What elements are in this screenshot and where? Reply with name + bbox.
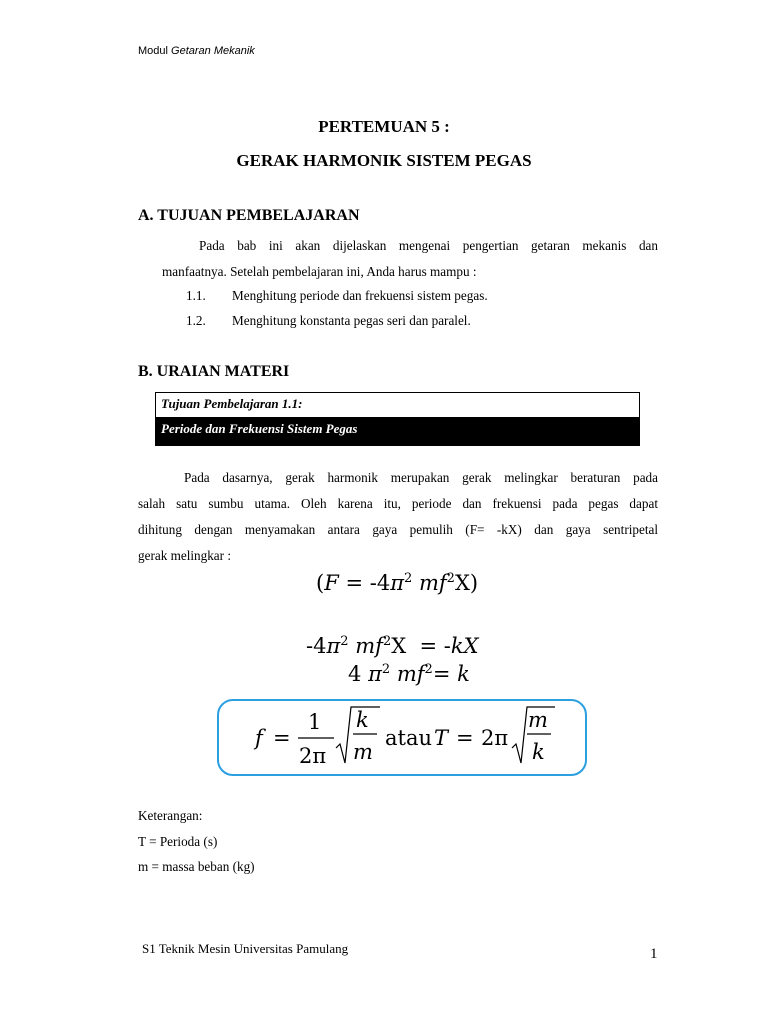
eq1-mf: mf — [418, 571, 447, 595]
eq2-kx: kX — [450, 634, 479, 658]
body-line-3: dihitung dengan menyamakan antara gaya pemulih (F= -kX) dan gaya sentripetal — [138, 522, 658, 537]
eq3-k: k — [457, 662, 470, 686]
section-a-heading: A. TUJUAN PEMBELAJARAN — [138, 207, 360, 224]
running-header — [138, 45, 255, 57]
objective-text: Menghitung konstanta pegas seri dan paralel. — [232, 313, 471, 328]
intro-line-1: Pada bab ini akan dijelaskan mengenai pengertian getaran mekanis dan — [199, 238, 658, 253]
footer-institution: S1 Teknik Mesin Universitas Pamulang — [142, 941, 349, 956]
formula-equals: = — [273, 726, 291, 750]
formula-k-denominator: k — [532, 740, 545, 764]
eq1-force-symbol: F — [324, 571, 339, 595]
page-number: 1 — [650, 946, 658, 962]
eq3-pi-exponent: 2 — [381, 662, 391, 677]
eq2-coefficient: -4 — [306, 634, 327, 658]
header-module-label: Modul — [138, 45, 168, 57]
section-b-heading: B. URAIAN MATERI — [138, 363, 290, 380]
body-line-4: gerak melingkar : — [138, 548, 232, 563]
formula-atau: atau — [385, 726, 433, 750]
objective-item — [186, 313, 646, 331]
chapter-number: PERTEMUAN 5 : — [318, 117, 450, 136]
eq1-coefficient: = -4 — [338, 571, 391, 595]
eq2-mf: mf — [355, 634, 383, 658]
objective-number: 1.2. — [186, 313, 206, 328]
eq3-mf: mf — [396, 662, 425, 686]
equation-balance — [306, 634, 479, 658]
eq1-f-exponent: 2 — [446, 571, 455, 586]
keterangan-label: Keterangan: — [138, 808, 203, 823]
eq2-pi: π — [326, 634, 341, 658]
eq1-pi-exponent: 2 — [404, 571, 413, 586]
eq2-pi-exponent: 2 — [340, 634, 349, 649]
formula-T: T — [434, 726, 449, 750]
formula-m-denominator: m — [353, 740, 373, 764]
formula-m-numerator: m — [528, 708, 548, 732]
formula-k-numerator: k — [356, 708, 369, 732]
learning-objective-topic: Periode dan Frekuensi Sistem Pegas — [156, 417, 639, 445]
eq2-equals: X = - — [391, 634, 451, 658]
body-line-2: salah satu sumbu utama. Oleh karena itu, periode dan frekuensi pada pegas dapat — [138, 496, 658, 511]
intro-line-2: manfaatnya. Setelah pembelajaran ini, Anda harus mampu : — [162, 264, 477, 279]
equation-spring-constant — [348, 662, 470, 686]
body-line-1: Pada dasarnya, gerak harmonik merupakan gerak melingkar beraturan pada — [184, 470, 658, 485]
formula-f: f — [255, 726, 263, 750]
eq1-open-paren: ( — [316, 571, 325, 595]
equation-force — [316, 571, 478, 595]
formula-one: 1 — [308, 710, 322, 734]
header-module-title: Getaran Mekanik — [171, 45, 255, 57]
keterangan-line: m = massa beban (kg) — [138, 859, 255, 874]
objective-number: 1.1. — [186, 288, 206, 303]
formula-equals-2: = — [456, 726, 474, 750]
eq3-pi: π — [368, 662, 382, 686]
objective-item — [186, 288, 646, 306]
learning-objective-box — [155, 392, 640, 446]
chapter-title: GERAK HARMONIK SISTEM PEGAS — [236, 151, 532, 170]
eq1-pi: π — [390, 571, 404, 595]
eq3-equals: = — [432, 662, 458, 686]
frequency-period-formula — [217, 699, 587, 776]
objective-text: Menghitung periode dan frekuensi sistem pegas. — [232, 288, 488, 303]
formula-two-pi-2: 2π — [481, 726, 509, 750]
eq1-tail: X) — [454, 571, 479, 595]
learning-objective-label: Tujuan Pembelajaran 1.1: — [161, 396, 303, 411]
eq2-f-exponent: 2 — [382, 634, 392, 649]
eq3-f-exponent: 2 — [424, 662, 433, 677]
formula-two-pi: 2π — [299, 744, 327, 768]
eq3-coefficient: 4 — [348, 662, 362, 686]
keterangan-line: T = Perioda (s) — [138, 834, 218, 849]
